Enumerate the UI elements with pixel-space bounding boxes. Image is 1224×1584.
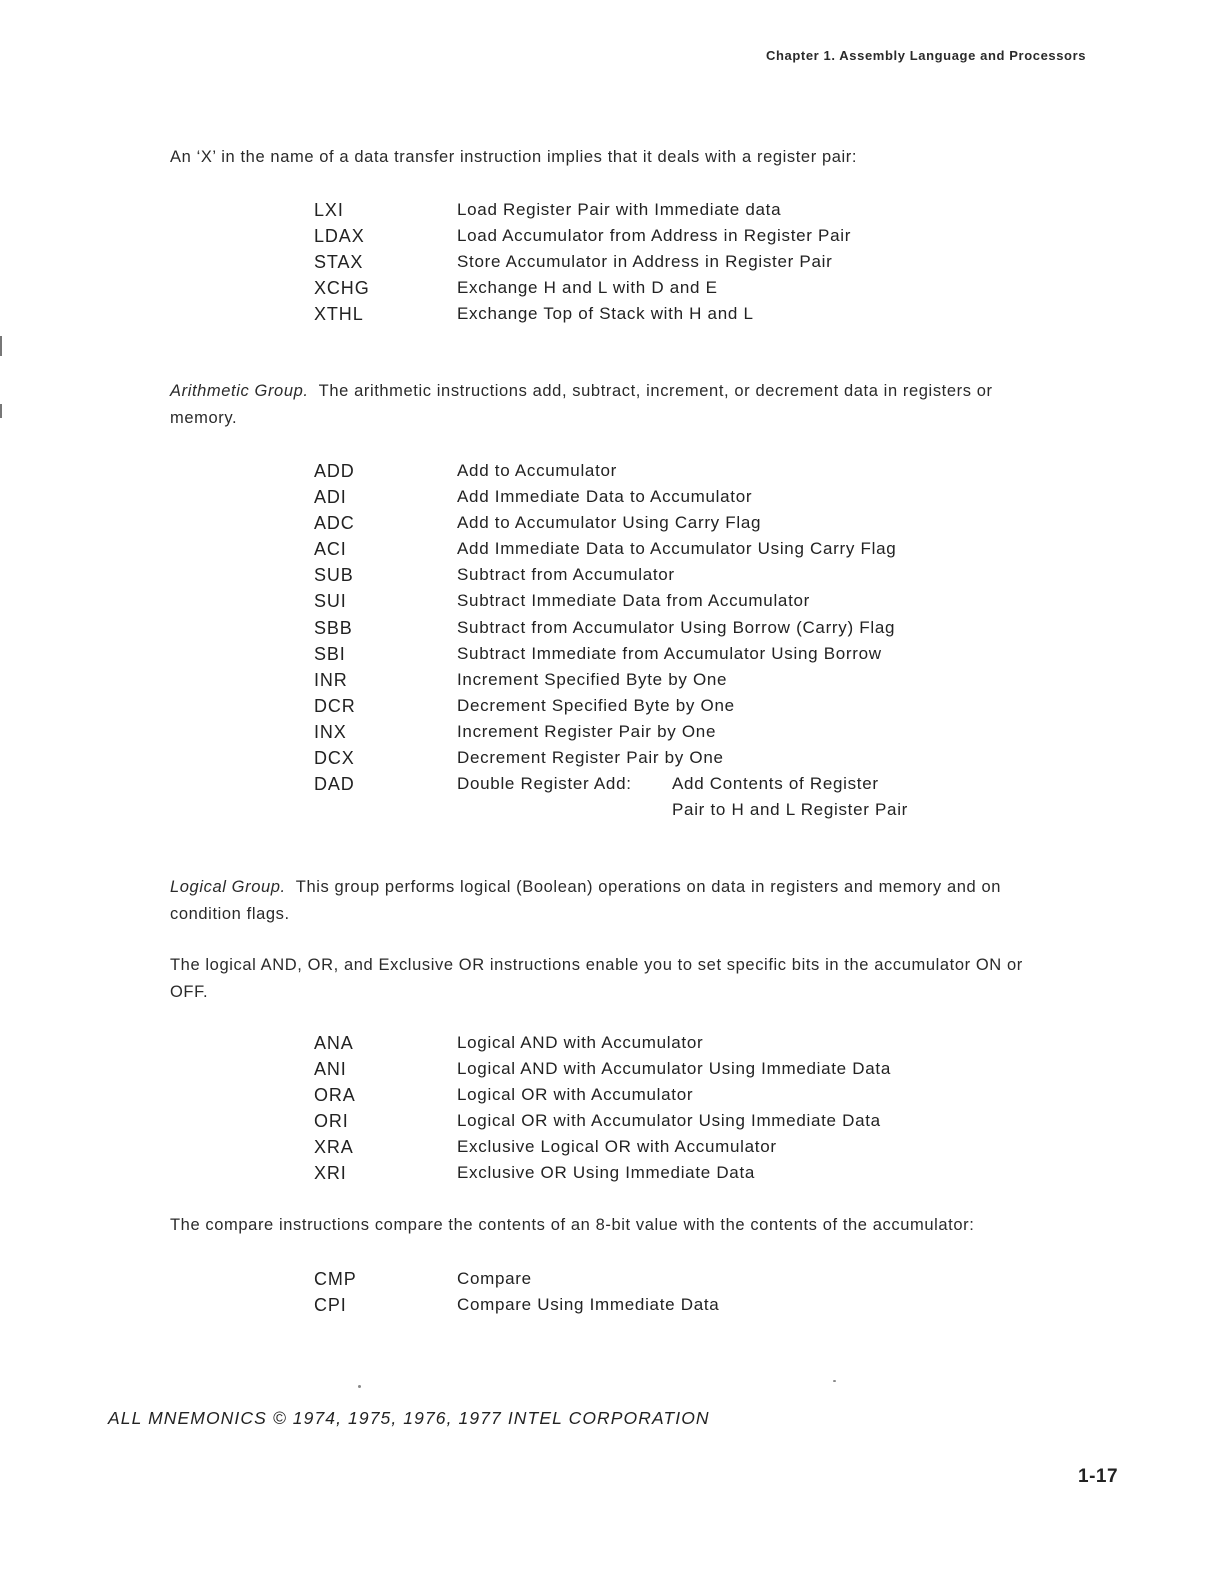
mnemonic-description: Exclusive OR Using Immediate Data bbox=[457, 1163, 756, 1183]
list-item bbox=[314, 510, 1034, 536]
list-item bbox=[314, 536, 1034, 562]
list-item bbox=[314, 719, 1034, 745]
mnemonic: SBB bbox=[314, 617, 353, 638]
mnemonic-description: Add to Accumulator Using Carry Flag bbox=[457, 513, 762, 533]
mnemonic: INR bbox=[314, 669, 348, 690]
mnemonic: XCHG bbox=[314, 278, 370, 299]
mnemonic: ADI bbox=[314, 487, 347, 508]
mnemonic-description: Subtract from Accumulator bbox=[457, 565, 675, 585]
mnemonic: ANA bbox=[314, 1033, 354, 1053]
mnemonic: ANI bbox=[314, 1059, 347, 1080]
mnemonic: SBI bbox=[314, 643, 346, 664]
mnemonic: XRI bbox=[314, 1163, 347, 1184]
list-item bbox=[314, 1160, 1034, 1186]
mnemonic: SUI bbox=[314, 591, 347, 612]
logical-group-intro: This group performs logical (Boolean) operations on data in registers and memory and on condition flags. bbox=[170, 878, 1002, 923]
logical-list bbox=[314, 1030, 1034, 1187]
mnemonic: ORA bbox=[314, 1085, 356, 1106]
scan-mark bbox=[0, 404, 2, 418]
logical-group-heading: Logical Group. bbox=[170, 878, 286, 896]
mnemonic-description: Add Immediate Data to Accumulator bbox=[457, 487, 753, 507]
mnemonic-description: Store Accumulator in Address in Register Pair bbox=[457, 252, 833, 272]
list-item bbox=[314, 484, 1034, 510]
mnemonic-description: Decrement Register Pair by One bbox=[457, 748, 724, 768]
mnemonic: XRA bbox=[314, 1137, 354, 1158]
mnemonic: ADD bbox=[314, 461, 355, 481]
data-transfer-list bbox=[314, 197, 1034, 327]
mnemonic-description: Compare bbox=[457, 1269, 532, 1288]
mnemonic: SUB bbox=[314, 565, 354, 586]
list-item bbox=[314, 1266, 1034, 1292]
dad-detail bbox=[672, 771, 908, 823]
list-item bbox=[314, 458, 1034, 484]
list-item bbox=[314, 771, 1034, 823]
list-item bbox=[314, 275, 1034, 301]
data-transfer-intro: An ‘X’ in the name of a data transfer instruction implies that it deals with a register pair: bbox=[170, 148, 858, 166]
mnemonic-description: Logical AND with Accumulator bbox=[457, 1033, 704, 1052]
list-item bbox=[314, 1082, 1034, 1108]
mnemonic: XTHL bbox=[314, 304, 364, 325]
list-item bbox=[314, 249, 1034, 275]
dad-detail-line: Pair to H and L Register Pair bbox=[672, 800, 909, 820]
mnemonic: LXI bbox=[314, 200, 344, 220]
list-item bbox=[314, 1030, 1034, 1056]
list-item bbox=[314, 588, 1034, 614]
list-item bbox=[314, 1292, 1034, 1318]
mnemonic-description: Logical OR with Accumulator Using Immediate Data bbox=[457, 1111, 881, 1131]
mnemonic-description: Increment Register Pair by One bbox=[457, 721, 717, 741]
list-item bbox=[314, 1056, 1034, 1082]
mnemonic-description bbox=[457, 771, 1034, 823]
list-item bbox=[314, 197, 1034, 223]
page-number: 1-17 bbox=[1078, 1466, 1119, 1487]
mnemonic: ACI bbox=[314, 539, 347, 560]
mnemonic-description: Increment Specified Byte by One bbox=[457, 669, 728, 689]
list-item bbox=[314, 1134, 1034, 1160]
mnemonic-description: Load Register Pair with Immediate data bbox=[457, 200, 782, 219]
list-item bbox=[314, 667, 1034, 693]
list-item bbox=[314, 223, 1034, 249]
mnemonic: DAD bbox=[314, 774, 355, 795]
scan-mark bbox=[0, 336, 2, 356]
mnemonic-description: Subtract from Accumulator Using Borrow (Carry) Flag bbox=[457, 617, 896, 637]
list-item bbox=[314, 615, 1034, 641]
mnemonic-description: Subtract Immediate from Accumulator Using Borrow bbox=[457, 643, 882, 663]
mnemonic: ADC bbox=[314, 513, 355, 534]
logical-group-paragraph bbox=[170, 874, 1060, 928]
mnemonic-description: Exclusive Logical OR with Accumulator bbox=[457, 1137, 777, 1157]
running-header: Chapter 1. Assembly Language and Processors bbox=[766, 48, 1087, 63]
mnemonic: DCR bbox=[314, 695, 356, 716]
mnemonic-description: Exchange Top of Stack with H and L bbox=[457, 304, 754, 324]
scan-speck bbox=[358, 1385, 361, 1388]
mnemonic: STAX bbox=[314, 252, 364, 273]
mnemonic: INX bbox=[314, 721, 347, 742]
mnemonic-description: Add Immediate Data to Accumulator Using Carry Flag bbox=[457, 539, 897, 559]
mnemonic-description: Exchange H and L with D and E bbox=[457, 278, 718, 298]
scan-speck bbox=[833, 1380, 836, 1382]
mnemonic-description: Add to Accumulator bbox=[457, 461, 618, 480]
list-item bbox=[314, 641, 1034, 667]
mnemonic: LDAX bbox=[314, 226, 365, 247]
mnemonic-description: Decrement Specified Byte by One bbox=[457, 695, 735, 715]
copyright-notice: ALL MNEMONICS © 1974, 1975, 1976, 1977 INTEL CORPORATION bbox=[108, 1408, 710, 1428]
arithmetic-group-intro: The arithmetic instructions add, subtract, increment, or decrement data in registers or memory. bbox=[170, 382, 993, 427]
list-item bbox=[314, 693, 1034, 719]
mnemonic: DCX bbox=[314, 748, 355, 769]
arithmetic-group-heading: Arithmetic Group. bbox=[170, 382, 309, 400]
mnemonic-description: Compare Using Immediate Data bbox=[457, 1295, 720, 1315]
dad-label: Double Register Add: bbox=[457, 774, 632, 794]
mnemonic: CPI bbox=[314, 1295, 347, 1316]
mnemonic: CMP bbox=[314, 1269, 357, 1289]
mnemonic-description: Logical OR with Accumulator bbox=[457, 1085, 694, 1105]
list-item bbox=[314, 745, 1034, 771]
arithmetic-list bbox=[314, 458, 1034, 823]
list-item bbox=[314, 301, 1034, 327]
mnemonic-description: Logical AND with Accumulator Using Immediate Data bbox=[457, 1059, 891, 1079]
mnemonic-description: Load Accumulator from Address in Register Pair bbox=[457, 226, 852, 246]
dad-detail-line: Add Contents of Register bbox=[672, 774, 879, 794]
list-item bbox=[314, 562, 1034, 588]
and-or-intro: The logical AND, OR, and Exclusive OR instructions enable you to set specific bits in the accumulator ON or OFF. bbox=[170, 956, 1023, 1001]
list-item bbox=[314, 1108, 1034, 1134]
arithmetic-group-paragraph bbox=[170, 378, 1060, 432]
mnemonic: ORI bbox=[314, 1111, 349, 1132]
compare-list bbox=[314, 1266, 1034, 1318]
compare-intro: The compare instructions compare the contents of an 8-bit value with the contents of the accumulator: bbox=[170, 1216, 975, 1234]
mnemonic-description: Subtract Immediate Data from Accumulator bbox=[457, 591, 811, 611]
